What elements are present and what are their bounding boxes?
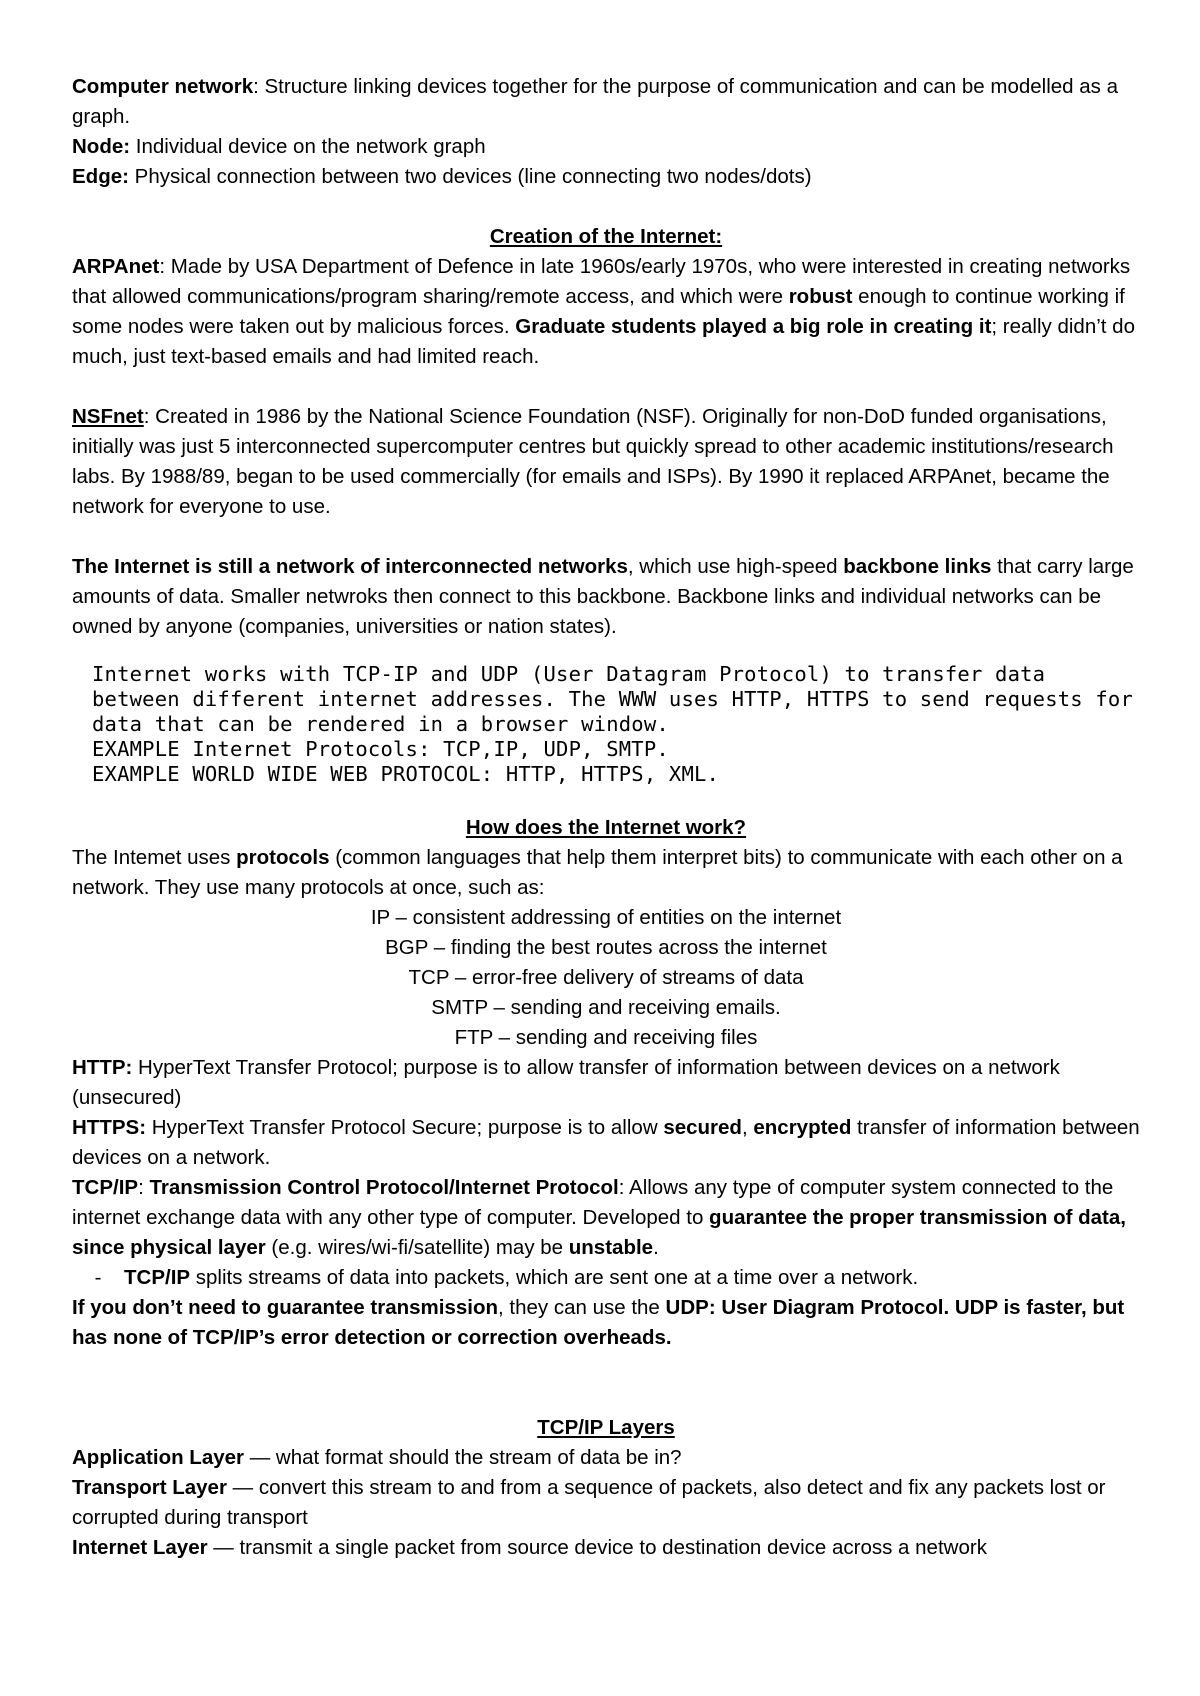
udp-paragraph: If you don’t need to guarantee transmission, they can use the UDP: User Diagram Protocol. UDP is faster, but has none of TCP/IP’s error detection or correction overheads. xyxy=(72,1296,1125,1349)
protocol-item: TCP – error-free delivery of streams of data xyxy=(408,966,804,989)
protocol-item: SMTP – sending and receiving emails. xyxy=(431,996,781,1019)
nsfnet-paragraph: NSFnet: Created in 1986 by the National Science Foundation (NSF). Originally for non-DoD funded organisations, initially was just 5 interconnected supercomputer centres but quickly spread to other academic institutions/research labs. By 1988/89, began to be used commercially (for emails and ISPs). By 1990 it replaced ARPAnet, became the network for everyone to use. xyxy=(72,405,1114,518)
creation-heading: Creation of the Internet: xyxy=(489,225,723,248)
arpanet-paragraph: ARPAnet: Made by USA Department of Defence in late 1960s/early 1970s, who were interested in creating networks that allowed communications/program sharing/remote access, and which were robust enough to continue working if some nodes were taken out by malicious forces. Graduate students played a big role in creating it; really didn’t do much, just text-based emails and had limited reach. xyxy=(72,255,1135,368)
protocols-note-line: Internet works with TCP-IP and UDP (User Datagram Protocol) to transfer data between different internet addresses. The WWW uses HTTP, HTTPS to send requests for data that can be rendered in a browser window. xyxy=(92,662,1133,736)
spacer xyxy=(72,522,1140,552)
dash-bullet: - xyxy=(94,1266,102,1289)
def-edge: Edge: Physical connection between two devices (line connecting two nodes/dots) xyxy=(72,165,812,188)
how-intro: The Intemet uses protocols (common languages that help them interpret bits) to communicate with each other on a network. They use many protocols at once, such as: xyxy=(72,846,1123,899)
protocol-item: FTP – sending and receiving files xyxy=(454,1026,758,1049)
spacer xyxy=(72,1353,1140,1413)
def-https: HTTPS: HyperText Transfer Protocol Secure; purpose is to allow secured, encrypted transfer of information between devices on a network. xyxy=(72,1116,1140,1169)
spacer xyxy=(72,192,1140,222)
protocols-note-line: EXAMPLE WORLD WIDE WEB PROTOCOL: HTTP, HTTPS, XML. xyxy=(92,762,720,786)
internet-backbone-paragraph: The Internet is still a network of interconnected networks, which use high-speed backbone links that carry large amounts of data. Smaller netwroks then connect to this backbone. Backbone links and individual networks can be owned by anyone (companies, universities or nation states). xyxy=(72,555,1134,638)
protocol-item: BGP – finding the best routes across the internet xyxy=(385,936,827,959)
def-node: Node: Individual device on the network graph xyxy=(72,135,486,158)
spacer xyxy=(72,642,1140,658)
how-heading: How does the Internet work? xyxy=(465,816,747,839)
def-computer-network: Computer network: Structure linking devices together for the purpose of communication and can be modelled as a graph. xyxy=(72,75,1119,128)
spacer xyxy=(72,791,1140,813)
tcp-ip-bullet: - TCP/IP splits streams of data into packets, which are sent one at a time over a network. xyxy=(72,1263,1140,1293)
layer-item: Internet Layer — transmit a single packet from source device to destination device across a network xyxy=(72,1536,987,1559)
protocol-item: IP – consistent addressing of entities on the internet xyxy=(370,906,842,929)
def-tcp-ip: TCP/IP: Transmission Control Protocol/Internet Protocol: Allows any type of computer system connected to the internet exchange data with any other type of computer. Developed to guarantee the proper transmission of data, since physical layer (e.g. wires/wi-fi/satellite) may be unstable. xyxy=(72,1176,1126,1259)
protocols-note-block xyxy=(72,662,1140,787)
layer-item: Transport Layer — convert this stream to and from a sequence of packets, also detect and fix any packets lost or corrupted during transport xyxy=(72,1476,1106,1529)
def-http: HTTP: HyperText Transfer Protocol; purpose is to allow transfer of information between devices on a network (unsecured) xyxy=(72,1056,1060,1109)
spacer xyxy=(72,372,1140,402)
layer-item: Application Layer — what format should the stream of data be in? xyxy=(72,1446,682,1469)
protocols-note-line: EXAMPLE Internet Protocols: TCP,IP, UDP, SMTP. xyxy=(92,737,669,761)
layers-heading: TCP/IP Layers xyxy=(537,1416,675,1439)
